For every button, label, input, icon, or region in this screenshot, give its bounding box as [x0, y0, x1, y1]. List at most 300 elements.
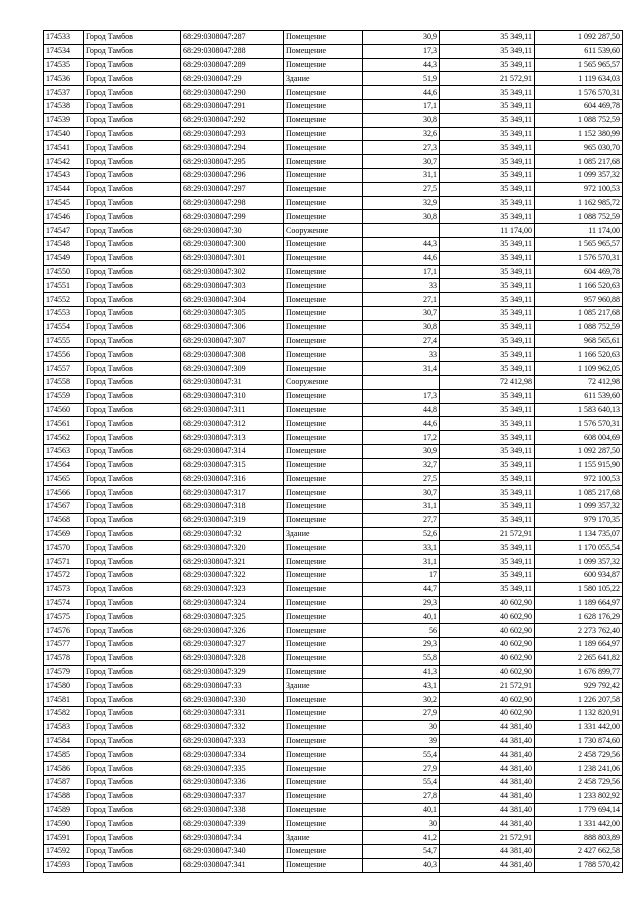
- object-type-cell: Помещение: [284, 31, 363, 45]
- area-cell: 30,8: [363, 320, 440, 334]
- unit-value-cell: 40 602,90: [440, 693, 535, 707]
- row-number: 174555: [44, 334, 84, 348]
- object-type-cell: Помещение: [284, 293, 363, 307]
- area-cell: 27,3: [363, 141, 440, 155]
- object-type-cell: Здание: [284, 679, 363, 693]
- city-cell: Город Тамбов: [84, 500, 181, 514]
- cadastral-number-cell: 68:29:0308047:305: [181, 306, 284, 320]
- row-number: 174565: [44, 472, 84, 486]
- unit-value-cell: 35 349,11: [440, 237, 535, 251]
- cadastral-number-cell: 68:29:0308047:292: [181, 113, 284, 127]
- table-row: [44, 831, 623, 845]
- object-type-cell: Помещение: [284, 58, 363, 72]
- table-row: [44, 362, 623, 376]
- unit-value-cell: 35 349,11: [440, 31, 535, 45]
- object-type-cell: Помещение: [284, 444, 363, 458]
- cadastral-value-cell: 968 565,61: [535, 334, 623, 348]
- cadastral-value-cell: 604 469,78: [535, 99, 623, 113]
- cadastral-value-cell: 1 576 570,31: [535, 251, 623, 265]
- cadastral-value-cell: 2 427 662,58: [535, 845, 623, 859]
- table-row: [44, 555, 623, 569]
- cadastral-value-cell: 1 092 287,50: [535, 31, 623, 45]
- area-cell: 30,8: [363, 210, 440, 224]
- unit-value-cell: 44 381,40: [440, 789, 535, 803]
- unit-value-cell: 35 349,11: [440, 113, 535, 127]
- unit-value-cell: 11 174,00: [440, 224, 535, 238]
- cadastral-number-cell: 68:29:0308047:333: [181, 734, 284, 748]
- cadastral-value-cell: 965 030,70: [535, 141, 623, 155]
- city-cell: Город Тамбов: [84, 237, 181, 251]
- object-type-cell: Помещение: [284, 596, 363, 610]
- row-number: 174558: [44, 375, 84, 389]
- table-row: [44, 458, 623, 472]
- area-cell: 33: [363, 279, 440, 293]
- cadastral-number-cell: 68:29:0308047:308: [181, 348, 284, 362]
- city-cell: Город Тамбов: [84, 293, 181, 307]
- object-type-cell: Помещение: [284, 817, 363, 831]
- object-type-cell: Помещение: [284, 99, 363, 113]
- table-row: [44, 803, 623, 817]
- area-cell: 30,8: [363, 113, 440, 127]
- table-row: [44, 610, 623, 624]
- table-row: [44, 237, 623, 251]
- cadastral-value-cell: 972 100,53: [535, 182, 623, 196]
- cadastral-number-cell: 68:29:0308047:30: [181, 224, 284, 238]
- row-number: 174580: [44, 679, 84, 693]
- object-type-cell: Здание: [284, 831, 363, 845]
- cadastral-number-cell: 68:29:0308047:331: [181, 707, 284, 721]
- row-number: 174542: [44, 155, 84, 169]
- cadastral-number-cell: 68:29:0308047:312: [181, 417, 284, 431]
- object-type-cell: Помещение: [284, 789, 363, 803]
- object-type-cell: Помещение: [284, 803, 363, 817]
- row-number: 174584: [44, 734, 84, 748]
- table-row: [44, 513, 623, 527]
- city-cell: Город Тамбов: [84, 182, 181, 196]
- table-row: [44, 141, 623, 155]
- city-cell: Город Тамбов: [84, 803, 181, 817]
- table-row: [44, 776, 623, 790]
- area-cell: 52,6: [363, 527, 440, 541]
- cadastral-number-cell: 68:29:0308047:31: [181, 375, 284, 389]
- area-cell: 44,7: [363, 582, 440, 596]
- area-cell: 27,5: [363, 472, 440, 486]
- unit-value-cell: 35 349,11: [440, 265, 535, 279]
- row-number: 174559: [44, 389, 84, 403]
- city-cell: Город Тамбов: [84, 486, 181, 500]
- city-cell: Город Тамбов: [84, 845, 181, 859]
- cadastral-value-cell: 979 170,35: [535, 513, 623, 527]
- unit-value-cell: 40 602,90: [440, 707, 535, 721]
- row-number: 174535: [44, 58, 84, 72]
- cadastral-value-cell: 611 539,60: [535, 44, 623, 58]
- table-row: [44, 569, 623, 583]
- area-cell: 31,1: [363, 168, 440, 182]
- cadastral-value-cell: 1 109 962,05: [535, 362, 623, 376]
- row-number: 174538: [44, 99, 84, 113]
- area-cell: 30,2: [363, 693, 440, 707]
- table-row: [44, 182, 623, 196]
- unit-value-cell: 35 349,11: [440, 306, 535, 320]
- city-cell: Город Тамбов: [84, 610, 181, 624]
- row-number: 174549: [44, 251, 84, 265]
- row-number: 174574: [44, 596, 84, 610]
- row-number: 174569: [44, 527, 84, 541]
- object-type-cell: Помещение: [284, 362, 363, 376]
- cadastral-value-cell: 1 583 640,13: [535, 403, 623, 417]
- area-cell: 30,9: [363, 444, 440, 458]
- area-cell: 32,9: [363, 196, 440, 210]
- cadastral-value-cell: 1 576 570,31: [535, 417, 623, 431]
- cadastral-number-cell: 68:29:0308047:317: [181, 486, 284, 500]
- row-number: 174537: [44, 86, 84, 100]
- row-number: 174540: [44, 127, 84, 141]
- cadastral-value-cell: 1 233 802,92: [535, 789, 623, 803]
- table-row: [44, 375, 623, 389]
- cadastral-value-cell: 1 085 217,68: [535, 306, 623, 320]
- object-type-cell: Помещение: [284, 86, 363, 100]
- object-type-cell: Помещение: [284, 237, 363, 251]
- table-row: [44, 31, 623, 45]
- cadastral-value-cell: 608 004,69: [535, 431, 623, 445]
- unit-value-cell: 40 602,90: [440, 665, 535, 679]
- object-type-cell: Помещение: [284, 624, 363, 638]
- unit-value-cell: 35 349,11: [440, 155, 535, 169]
- city-cell: Город Тамбов: [84, 762, 181, 776]
- object-type-cell: Помещение: [284, 638, 363, 652]
- cadastral-number-cell: 68:29:0308047:320: [181, 541, 284, 555]
- area-cell: 17,3: [363, 44, 440, 58]
- table-row: [44, 651, 623, 665]
- city-cell: Город Тамбов: [84, 734, 181, 748]
- table-row: [44, 113, 623, 127]
- cadastral-number-cell: 68:29:0308047:309: [181, 362, 284, 376]
- cadastral-number-cell: 68:29:0308047:340: [181, 845, 284, 859]
- cadastral-value-cell: 1 189 664,97: [535, 638, 623, 652]
- row-number: 174568: [44, 513, 84, 527]
- row-number: 174585: [44, 748, 84, 762]
- row-number: 174546: [44, 210, 84, 224]
- city-cell: Город Тамбов: [84, 720, 181, 734]
- city-cell: Город Тамбов: [84, 210, 181, 224]
- city-cell: Город Тамбов: [84, 651, 181, 665]
- row-number: 174543: [44, 168, 84, 182]
- cadastral-number-cell: 68:29:0308047:306: [181, 320, 284, 334]
- cadastral-number-cell: 68:29:0308047:29: [181, 72, 284, 86]
- table-row: [44, 431, 623, 445]
- cadastral-value-cell: 1 085 217,68: [535, 155, 623, 169]
- object-type-cell: Помещение: [284, 513, 363, 527]
- cadastral-number-cell: 68:29:0308047:297: [181, 182, 284, 196]
- object-type-cell: Помещение: [284, 113, 363, 127]
- cadastral-value-cell: 2 458 729,56: [535, 776, 623, 790]
- object-type-cell: Здание: [284, 527, 363, 541]
- unit-value-cell: 21 572,91: [440, 831, 535, 845]
- row-number: 174578: [44, 651, 84, 665]
- area-cell: 27,5: [363, 182, 440, 196]
- city-cell: Город Тамбов: [84, 31, 181, 45]
- city-cell: Город Тамбов: [84, 693, 181, 707]
- row-number: 174576: [44, 624, 84, 638]
- table-row: [44, 334, 623, 348]
- area-cell: 31,1: [363, 500, 440, 514]
- table-row: [44, 279, 623, 293]
- unit-value-cell: 35 349,11: [440, 44, 535, 58]
- area-cell: 44,6: [363, 251, 440, 265]
- table-row: [44, 293, 623, 307]
- city-cell: Город Тамбов: [84, 224, 181, 238]
- city-cell: Город Тамбов: [84, 44, 181, 58]
- unit-value-cell: 35 349,11: [440, 279, 535, 293]
- row-number: 174539: [44, 113, 84, 127]
- table-row: [44, 707, 623, 721]
- unit-value-cell: 35 349,11: [440, 141, 535, 155]
- row-number: 174581: [44, 693, 84, 707]
- area-cell: 31,1: [363, 555, 440, 569]
- table-row: [44, 99, 623, 113]
- row-number: 174577: [44, 638, 84, 652]
- unit-value-cell: 35 349,11: [440, 458, 535, 472]
- table-row: [44, 251, 623, 265]
- area-cell: 55,8: [363, 651, 440, 665]
- table-row: [44, 58, 623, 72]
- table-row: [44, 762, 623, 776]
- cadastral-number-cell: 68:29:0308047:298: [181, 196, 284, 210]
- cadastral-number-cell: 68:29:0308047:325: [181, 610, 284, 624]
- area-cell: 55,4: [363, 776, 440, 790]
- table-row: [44, 527, 623, 541]
- cadastral-value-cell: 972 100,53: [535, 472, 623, 486]
- area-cell: 44,6: [363, 86, 440, 100]
- unit-value-cell: 35 349,11: [440, 334, 535, 348]
- cadastral-number-cell: 68:29:0308047:319: [181, 513, 284, 527]
- cadastral-number-cell: 68:29:0308047:32: [181, 527, 284, 541]
- table-row: [44, 417, 623, 431]
- cadastral-value-cell: 1 166 520,63: [535, 348, 623, 362]
- object-type-cell: Помещение: [284, 265, 363, 279]
- unit-value-cell: 35 349,11: [440, 320, 535, 334]
- table-row: [44, 638, 623, 652]
- unit-value-cell: 40 602,90: [440, 610, 535, 624]
- cadastral-value-cell: 957 960,88: [535, 293, 623, 307]
- object-type-cell: Помещение: [284, 707, 363, 721]
- object-type-cell: Помещение: [284, 693, 363, 707]
- cadastral-number-cell: 68:29:0308047:324: [181, 596, 284, 610]
- unit-value-cell: 21 572,91: [440, 679, 535, 693]
- area-cell: 56: [363, 624, 440, 638]
- row-number: 174592: [44, 845, 84, 859]
- city-cell: Город Тамбов: [84, 58, 181, 72]
- city-cell: Город Тамбов: [84, 431, 181, 445]
- table-row: [44, 196, 623, 210]
- row-number: 174561: [44, 417, 84, 431]
- cadastral-value-cell: 1 119 634,03: [535, 72, 623, 86]
- cadastral-number-cell: 68:29:0308047:289: [181, 58, 284, 72]
- city-cell: Город Тамбов: [84, 444, 181, 458]
- area-cell: 30,7: [363, 155, 440, 169]
- city-cell: Город Тамбов: [84, 624, 181, 638]
- object-type-cell: Помещение: [284, 858, 363, 872]
- unit-value-cell: 44 381,40: [440, 845, 535, 859]
- unit-value-cell: 35 349,11: [440, 431, 535, 445]
- unit-value-cell: 21 572,91: [440, 72, 535, 86]
- table-row: [44, 44, 623, 58]
- area-cell: 32,6: [363, 127, 440, 141]
- table-row: [44, 348, 623, 362]
- cadastral-value-cell: 611 539,60: [535, 389, 623, 403]
- city-cell: Город Тамбов: [84, 582, 181, 596]
- row-number: 174551: [44, 279, 84, 293]
- cadastral-value-cell: 1 788 570,42: [535, 858, 623, 872]
- cadastral-value-cell: 600 934,87: [535, 569, 623, 583]
- cadastral-number-cell: 68:29:0308047:315: [181, 458, 284, 472]
- unit-value-cell: 35 349,11: [440, 417, 535, 431]
- table-row: [44, 168, 623, 182]
- row-number: 174564: [44, 458, 84, 472]
- cadastral-value-cell: 1 132 820,91: [535, 707, 623, 721]
- city-cell: Город Тамбов: [84, 596, 181, 610]
- city-cell: Город Тамбов: [84, 789, 181, 803]
- row-number: 174591: [44, 831, 84, 845]
- cadastral-number-cell: 68:29:0308047:321: [181, 555, 284, 569]
- object-type-cell: Помещение: [284, 44, 363, 58]
- cadastral-number-cell: 68:29:0308047:291: [181, 99, 284, 113]
- unit-value-cell: 35 349,11: [440, 555, 535, 569]
- row-number: 174588: [44, 789, 84, 803]
- area-cell: 17,1: [363, 265, 440, 279]
- cadastral-value-cell: 1 152 380,99: [535, 127, 623, 141]
- city-cell: Город Тамбов: [84, 155, 181, 169]
- area-cell: 40,1: [363, 610, 440, 624]
- object-type-cell: Помещение: [284, 582, 363, 596]
- area-cell: 41,3: [363, 665, 440, 679]
- table-row: [44, 789, 623, 803]
- area-cell: 27,1: [363, 293, 440, 307]
- cadastral-number-cell: 68:29:0308047:34: [181, 831, 284, 845]
- table-row: [44, 582, 623, 596]
- cadastral-value-cell: 2 458 729,56: [535, 748, 623, 762]
- cadastral-number-cell: 68:29:0308047:314: [181, 444, 284, 458]
- cadastral-number-cell: 68:29:0308047:296: [181, 168, 284, 182]
- cadastral-value-cell: 1 088 752,59: [535, 320, 623, 334]
- area-cell: 44,6: [363, 417, 440, 431]
- table-row: [44, 486, 623, 500]
- unit-value-cell: 35 349,11: [440, 582, 535, 596]
- cadastral-value-cell: 1 565 965,57: [535, 58, 623, 72]
- cadastral-number-cell: 68:29:0308047:339: [181, 817, 284, 831]
- unit-value-cell: 35 349,11: [440, 362, 535, 376]
- city-cell: Город Тамбов: [84, 306, 181, 320]
- cadastral-number-cell: 68:29:0308047:287: [181, 31, 284, 45]
- row-number: 174544: [44, 182, 84, 196]
- row-number: 174550: [44, 265, 84, 279]
- object-type-cell: Помещение: [284, 389, 363, 403]
- cadastral-number-cell: 68:29:0308047:33: [181, 679, 284, 693]
- cadastral-number-cell: 68:29:0308047:288: [181, 44, 284, 58]
- unit-value-cell: 44 381,40: [440, 720, 535, 734]
- cadastral-value-cell: 1 085 217,68: [535, 486, 623, 500]
- object-type-cell: Помещение: [284, 748, 363, 762]
- city-cell: Город Тамбов: [84, 707, 181, 721]
- unit-value-cell: 35 349,11: [440, 348, 535, 362]
- table-row: [44, 845, 623, 859]
- area-cell: 32,7: [363, 458, 440, 472]
- cadastral-value-cell: 1 576 570,31: [535, 86, 623, 100]
- cadastral-value-cell: 1 565 965,57: [535, 237, 623, 251]
- row-number: 174552: [44, 293, 84, 307]
- city-cell: Город Тамбов: [84, 141, 181, 155]
- area-cell: 30,9: [363, 31, 440, 45]
- row-number: 174548: [44, 237, 84, 251]
- row-number: 174554: [44, 320, 84, 334]
- object-type-cell: Помещение: [284, 486, 363, 500]
- cadastral-number-cell: 68:29:0308047:302: [181, 265, 284, 279]
- unit-value-cell: 35 349,11: [440, 541, 535, 555]
- cadastral-number-cell: 68:29:0308047:328: [181, 651, 284, 665]
- row-number: 174587: [44, 776, 84, 790]
- table-row: [44, 500, 623, 514]
- city-cell: Город Тамбов: [84, 472, 181, 486]
- object-type-cell: Сооружение: [284, 375, 363, 389]
- area-cell: 27,7: [363, 513, 440, 527]
- table-row: [44, 444, 623, 458]
- city-cell: Город Тамбов: [84, 320, 181, 334]
- cadastral-number-cell: 68:29:0308047:327: [181, 638, 284, 652]
- city-cell: Город Тамбов: [84, 251, 181, 265]
- city-cell: Город Тамбов: [84, 776, 181, 790]
- row-number: 174593: [44, 858, 84, 872]
- area-cell: 30: [363, 817, 440, 831]
- unit-value-cell: 35 349,11: [440, 569, 535, 583]
- city-cell: Город Тамбов: [84, 665, 181, 679]
- area-cell: 40,1: [363, 803, 440, 817]
- city-cell: Город Тамбов: [84, 858, 181, 872]
- row-number: 174586: [44, 762, 84, 776]
- cadastral-number-cell: 68:29:0308047:303: [181, 279, 284, 293]
- table-row: [44, 403, 623, 417]
- table-row: [44, 720, 623, 734]
- city-cell: Город Тамбов: [84, 389, 181, 403]
- unit-value-cell: 35 349,11: [440, 168, 535, 182]
- cadastral-value-cell: 1 238 241,06: [535, 762, 623, 776]
- area-cell: 33,1: [363, 541, 440, 555]
- unit-value-cell: 44 381,40: [440, 776, 535, 790]
- object-type-cell: Помещение: [284, 334, 363, 348]
- object-type-cell: Помещение: [284, 155, 363, 169]
- cadastral-value-cell: 2 265 641,82: [535, 651, 623, 665]
- row-number: 174567: [44, 500, 84, 514]
- object-type-cell: Помещение: [284, 734, 363, 748]
- unit-value-cell: 35 349,11: [440, 99, 535, 113]
- cadastral-value-cell: 1 730 874,60: [535, 734, 623, 748]
- row-number: 174566: [44, 486, 84, 500]
- row-number: 174573: [44, 582, 84, 596]
- table-row: [44, 817, 623, 831]
- area-cell: 27,9: [363, 707, 440, 721]
- cadastral-value-cell: 1 580 105,22: [535, 582, 623, 596]
- area-cell: 17,2: [363, 431, 440, 445]
- area-cell: 44,3: [363, 58, 440, 72]
- unit-value-cell: 35 349,11: [440, 513, 535, 527]
- area-cell: 17,1: [363, 99, 440, 113]
- object-type-cell: Здание: [284, 72, 363, 86]
- unit-value-cell: 44 381,40: [440, 803, 535, 817]
- unit-value-cell: 40 602,90: [440, 651, 535, 665]
- unit-value-cell: 35 349,11: [440, 127, 535, 141]
- cadastral-value-cell: 1 155 915,90: [535, 458, 623, 472]
- object-type-cell: Помещение: [284, 127, 363, 141]
- unit-value-cell: 44 381,40: [440, 762, 535, 776]
